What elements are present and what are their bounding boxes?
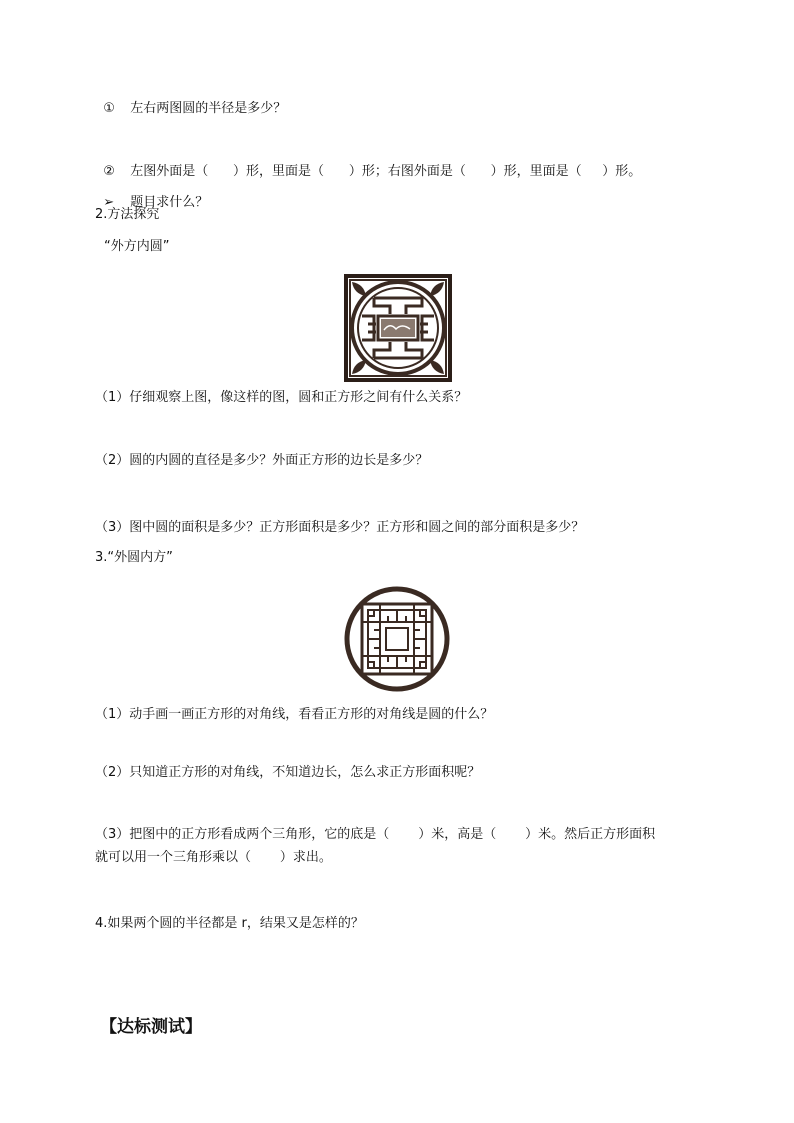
question-1 — [95, 82, 286, 118]
q2-marker: ② — [103, 164, 115, 179]
section3-question-3-line2: 就可以用一个三角形乘以（ ）求出。 — [95, 850, 332, 865]
section3-heading: 3.“外圆内方” — [95, 550, 173, 565]
arrow-bullet-icon: ➢ — [103, 195, 115, 210]
section3-question-3-line1: （3）把图中的正方形看成两个三角形，它的底是（ ）米，高是（ ）米。然后正方形面积 — [95, 827, 656, 842]
square-window-figure — [344, 274, 452, 382]
section2-question-3: （3）图中圆的面积是多少？正方形面积是多少？正方形和圆之间的部分面积是多少？ — [95, 520, 585, 535]
section2-question-2: （2）圆的内圆的直径是多少？外面正方形的边长是多少？ — [95, 453, 429, 468]
test-heading: 【达标测试】 — [100, 1017, 202, 1037]
q3-text: 题目求什么？ — [130, 195, 209, 210]
q1-marker: ① — [103, 101, 115, 116]
section3-question-2: （2）只知道正方形的对角线，不知道边长，怎么求正方形面积呢？ — [95, 765, 481, 780]
q2-text: 左图外面是（ ）形，里面是（ ）形；右图外面是（ ）形，里面是（ ）形。 — [130, 164, 642, 179]
section2-heading: 2.方法探究 — [95, 207, 160, 222]
q1-text: 左右两图圆的半径是多少？ — [130, 101, 287, 116]
section2-question-1: （1）仔细观察上图，像这样的图，圆和正方形之间有什么关系？ — [95, 390, 468, 405]
circle-window-figure — [344, 586, 450, 692]
section3-question-1: （1）动手画一画正方形的对角线，看看正方形的对角线是圆的什么？ — [95, 707, 494, 722]
section4-heading: 4.如果两个圆的半径都是 r，结果又是怎样的？ — [95, 916, 364, 931]
section2-subtitle: “外方内圆” — [104, 239, 170, 254]
